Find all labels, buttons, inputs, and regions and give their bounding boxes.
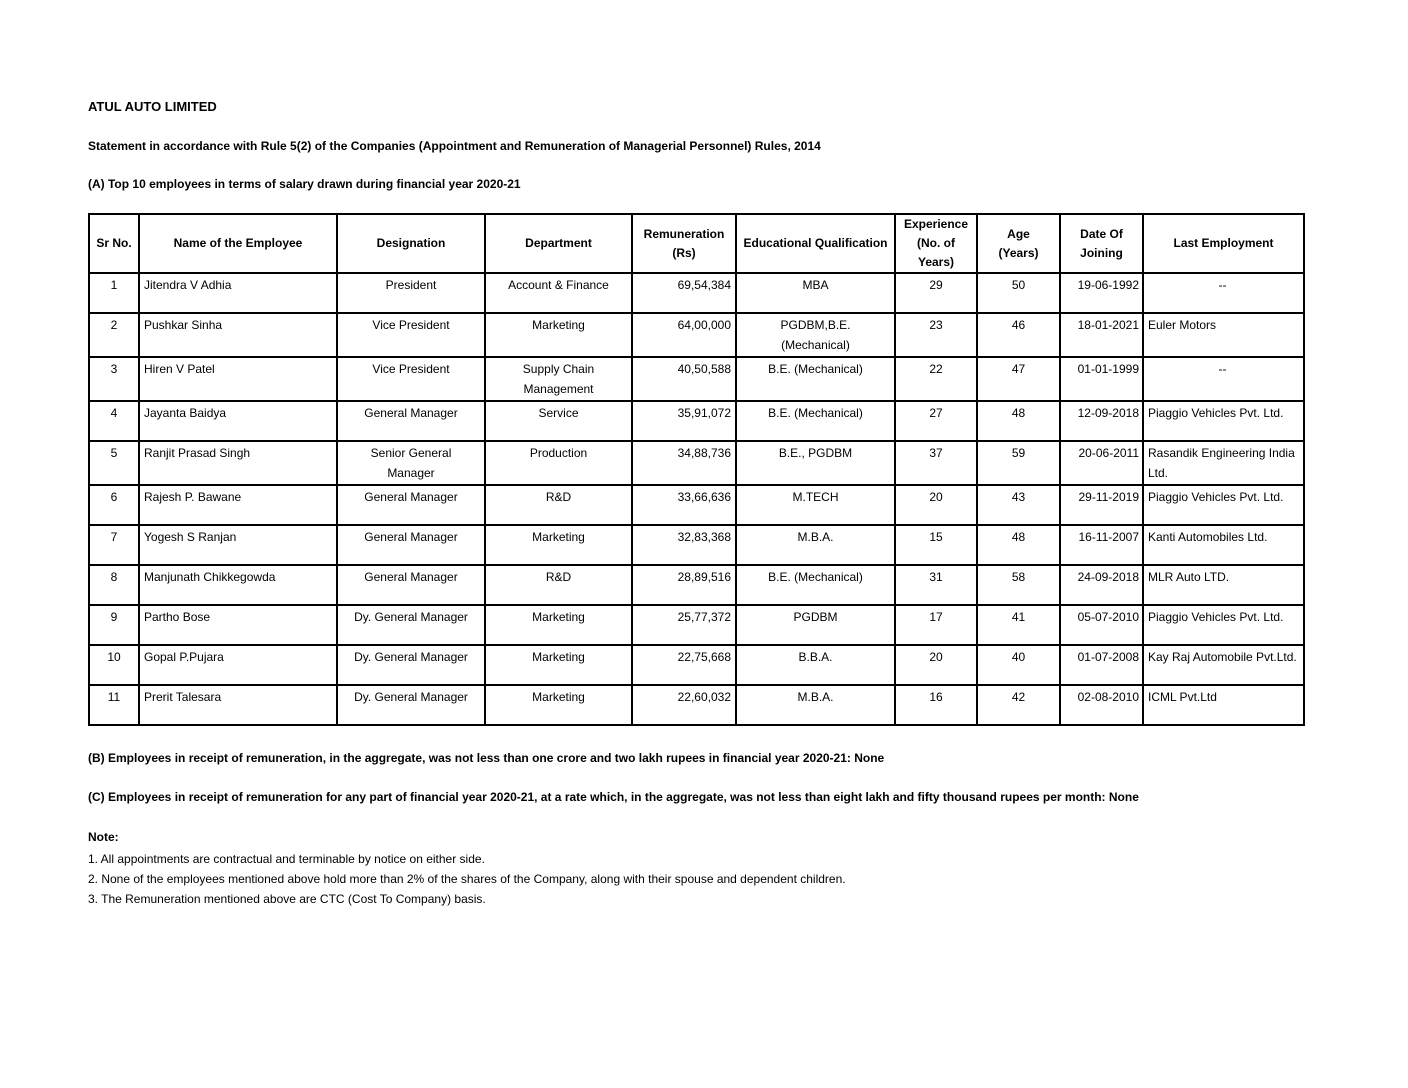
cell-last-employment: Piaggio Vehicles Pvt. Ltd. — [1143, 605, 1304, 645]
cell-department: R&D — [485, 565, 632, 605]
cell-last-employment: Kanti Automobiles Ltd. — [1143, 525, 1304, 565]
cell-experience: 29 — [895, 273, 977, 313]
cell-designation: General Manager — [337, 565, 485, 605]
cell-remuneration: 22,60,032 — [632, 685, 736, 725]
cell-experience: 16 — [895, 685, 977, 725]
cell-qualification: PGDBM — [736, 605, 895, 645]
cell-name: Hiren V Patel — [139, 357, 337, 401]
section-a-heading: (A) Top 10 employees in terms of salary drawn during financial year 2020-21 — [88, 177, 521, 191]
employee-table — [88, 213, 1305, 726]
cell-designation: General Manager — [337, 525, 485, 565]
cell-age: 43 — [977, 485, 1060, 525]
cell-experience: 31 — [895, 565, 977, 605]
cell-department: Account & Finance — [485, 273, 632, 313]
col-header-age: Age (Years) — [977, 214, 1060, 273]
cell-designation: General Manager — [337, 401, 485, 441]
table-row — [89, 485, 1304, 525]
cell-sr: 1 — [89, 273, 139, 313]
cell-date-of-joining: 24-09-2018 — [1060, 565, 1143, 605]
table-row — [89, 273, 1304, 313]
table-header-row — [89, 214, 1304, 273]
cell-sr: 3 — [89, 357, 139, 401]
cell-designation: Vice President — [337, 313, 485, 357]
section-b-line: (B) Employees in receipt of remuneration, in the aggregate, was not less than one crore and two lakh rupees in financial year 2020-21: None — [88, 751, 885, 765]
cell-experience: 20 — [895, 485, 977, 525]
col-header-sr-no: Sr No. — [89, 214, 139, 273]
note-item-1: 1. All appointments are contractual and terminable by notice on either side. — [88, 852, 485, 866]
cell-age: 59 — [977, 441, 1060, 485]
cell-date-of-joining: 29-11-2019 — [1060, 485, 1143, 525]
cell-experience: 37 — [895, 441, 977, 485]
cell-sr: 6 — [89, 485, 139, 525]
cell-designation: Dy. General Manager — [337, 645, 485, 685]
table-row — [89, 565, 1304, 605]
cell-last-employment: MLR Auto LTD. — [1143, 565, 1304, 605]
cell-date-of-joining: 01-07-2008 — [1060, 645, 1143, 685]
table-row — [89, 525, 1304, 565]
cell-department: R&D — [485, 485, 632, 525]
cell-experience: 23 — [895, 313, 977, 357]
cell-qualification: MBA — [736, 273, 895, 313]
cell-age: 50 — [977, 273, 1060, 313]
cell-remuneration: 25,77,372 — [632, 605, 736, 645]
col-header-last-employment: Last Employment — [1143, 214, 1304, 273]
cell-qualification: M.B.A. — [736, 525, 895, 565]
col-header-qualification: Educational Qualification — [736, 214, 895, 273]
cell-date-of-joining: 20-06-2011 — [1060, 441, 1143, 485]
cell-date-of-joining: 18-01-2021 — [1060, 313, 1143, 357]
col-header-department: Department — [485, 214, 632, 273]
cell-name: Jayanta Baidya — [139, 401, 337, 441]
statement-line: Statement in accordance with Rule 5(2) of the Companies (Appointment and Remuneration of Managerial Personnel) Rules, 2014 — [88, 139, 821, 153]
company-title: ATUL AUTO LIMITED — [88, 99, 217, 114]
cell-department: Marketing — [485, 525, 632, 565]
cell-department: Service — [485, 401, 632, 441]
note-item-2: 2. None of the employees mentioned above hold more than 2% of the shares of the Company, along with their spouse and dependent children. — [88, 872, 846, 886]
cell-department: Supply Chain Management — [485, 357, 632, 401]
cell-name: Manjunath Chikkegowda — [139, 565, 337, 605]
cell-last-employment: Piaggio Vehicles Pvt. Ltd. — [1143, 485, 1304, 525]
cell-remuneration: 40,50,588 — [632, 357, 736, 401]
cell-date-of-joining: 02-08-2010 — [1060, 685, 1143, 725]
cell-qualification: B.E. (Mechanical) — [736, 565, 895, 605]
cell-name: Partho Bose — [139, 605, 337, 645]
table-row — [89, 401, 1304, 441]
cell-sr: 8 — [89, 565, 139, 605]
cell-qualification: M.TECH — [736, 485, 895, 525]
cell-date-of-joining: 05-07-2010 — [1060, 605, 1143, 645]
cell-remuneration: 64,00,000 — [632, 313, 736, 357]
cell-sr: 10 — [89, 645, 139, 685]
cell-age: 58 — [977, 565, 1060, 605]
cell-last-employment: Piaggio Vehicles Pvt. Ltd. — [1143, 401, 1304, 441]
cell-qualification: B.B.A. — [736, 645, 895, 685]
cell-last-employment: -- — [1143, 357, 1304, 401]
notes-list — [88, 849, 1408, 909]
table-row — [89, 313, 1304, 357]
cell-designation: Dy. General Manager — [337, 685, 485, 725]
col-header-designation: Designation — [337, 214, 485, 273]
table-row — [89, 605, 1304, 645]
cell-remuneration: 22,75,668 — [632, 645, 736, 685]
cell-department: Production — [485, 441, 632, 485]
cell-remuneration: 34,88,736 — [632, 441, 736, 485]
cell-department: Marketing — [485, 313, 632, 357]
cell-age: 40 — [977, 645, 1060, 685]
cell-remuneration: 33,66,636 — [632, 485, 736, 525]
col-header-remuneration: Remuneration (Rs) — [632, 214, 736, 273]
cell-department: Marketing — [485, 605, 632, 645]
cell-qualification: B.E. (Mechanical) — [736, 401, 895, 441]
cell-age: 48 — [977, 401, 1060, 441]
note-item-3: 3. The Remuneration mentioned above are CTC (Cost To Company) basis. — [88, 892, 486, 906]
cell-remuneration: 35,91,072 — [632, 401, 736, 441]
cell-remuneration: 28,89,516 — [632, 565, 736, 605]
cell-sr: 4 — [89, 401, 139, 441]
cell-last-employment: Euler Motors — [1143, 313, 1304, 357]
cell-experience: 22 — [895, 357, 977, 401]
cell-sr: 11 — [89, 685, 139, 725]
cell-age: 48 — [977, 525, 1060, 565]
cell-experience: 15 — [895, 525, 977, 565]
col-header-date-of-joining: Date Of Joining — [1060, 214, 1143, 273]
cell-age: 46 — [977, 313, 1060, 357]
cell-date-of-joining: 01-01-1999 — [1060, 357, 1143, 401]
cell-name: Jitendra V Adhia — [139, 273, 337, 313]
cell-last-employment: Rasandik Engineering India Ltd. — [1143, 441, 1304, 485]
cell-department: Marketing — [485, 685, 632, 725]
cell-last-employment: Kay Raj Automobile Pvt.Ltd. — [1143, 645, 1304, 685]
cell-name: Yogesh S Ranjan — [139, 525, 337, 565]
cell-date-of-joining: 16-11-2007 — [1060, 525, 1143, 565]
cell-qualification: B.E., PGDBM — [736, 441, 895, 485]
cell-experience: 27 — [895, 401, 977, 441]
cell-age: 42 — [977, 685, 1060, 725]
col-header-experience: Experience (No. of Years) — [895, 214, 977, 273]
cell-designation: Vice President — [337, 357, 485, 401]
cell-name: Rajesh P. Bawane — [139, 485, 337, 525]
employee-table-body — [89, 273, 1304, 725]
cell-experience: 20 — [895, 645, 977, 685]
col-header-name: Name of the Employee — [139, 214, 337, 273]
cell-remuneration: 69,54,384 — [632, 273, 736, 313]
table-row — [89, 357, 1304, 401]
cell-designation: General Manager — [337, 485, 485, 525]
cell-date-of-joining: 19-06-1992 — [1060, 273, 1143, 313]
cell-experience: 17 — [895, 605, 977, 645]
cell-department: Marketing — [485, 645, 632, 685]
cell-date-of-joining: 12-09-2018 — [1060, 401, 1143, 441]
cell-name: Ranjit Prasad Singh — [139, 441, 337, 485]
cell-sr: 7 — [89, 525, 139, 565]
cell-remuneration: 32,83,368 — [632, 525, 736, 565]
cell-name: Prerit Talesara — [139, 685, 337, 725]
cell-sr: 2 — [89, 313, 139, 357]
cell-qualification: PGDBM,B.E. (Mechanical) — [736, 313, 895, 357]
cell-last-employment: ICML Pvt.Ltd — [1143, 685, 1304, 725]
table-row — [89, 441, 1304, 485]
note-heading: Note: — [88, 830, 119, 844]
cell-qualification: B.E. (Mechanical) — [736, 357, 895, 401]
cell-age: 41 — [977, 605, 1060, 645]
cell-age: 47 — [977, 357, 1060, 401]
cell-sr: 9 — [89, 605, 139, 645]
cell-name: Gopal P.Pujara — [139, 645, 337, 685]
cell-designation: Senior General Manager — [337, 441, 485, 485]
table-row — [89, 685, 1304, 725]
cell-qualification: M.B.A. — [736, 685, 895, 725]
cell-last-employment: -- — [1143, 273, 1304, 313]
cell-sr: 5 — [89, 441, 139, 485]
table-row — [89, 645, 1304, 685]
cell-name: Pushkar Sinha — [139, 313, 337, 357]
section-c-line: (C) Employees in receipt of remuneration for any part of financial year 2020-21, at a rate which, in the aggregate, was not less than eight lakh and fifty thousand rupees per month: None — [88, 790, 1139, 804]
cell-designation: President — [337, 273, 485, 313]
cell-designation: Dy. General Manager — [337, 605, 485, 645]
